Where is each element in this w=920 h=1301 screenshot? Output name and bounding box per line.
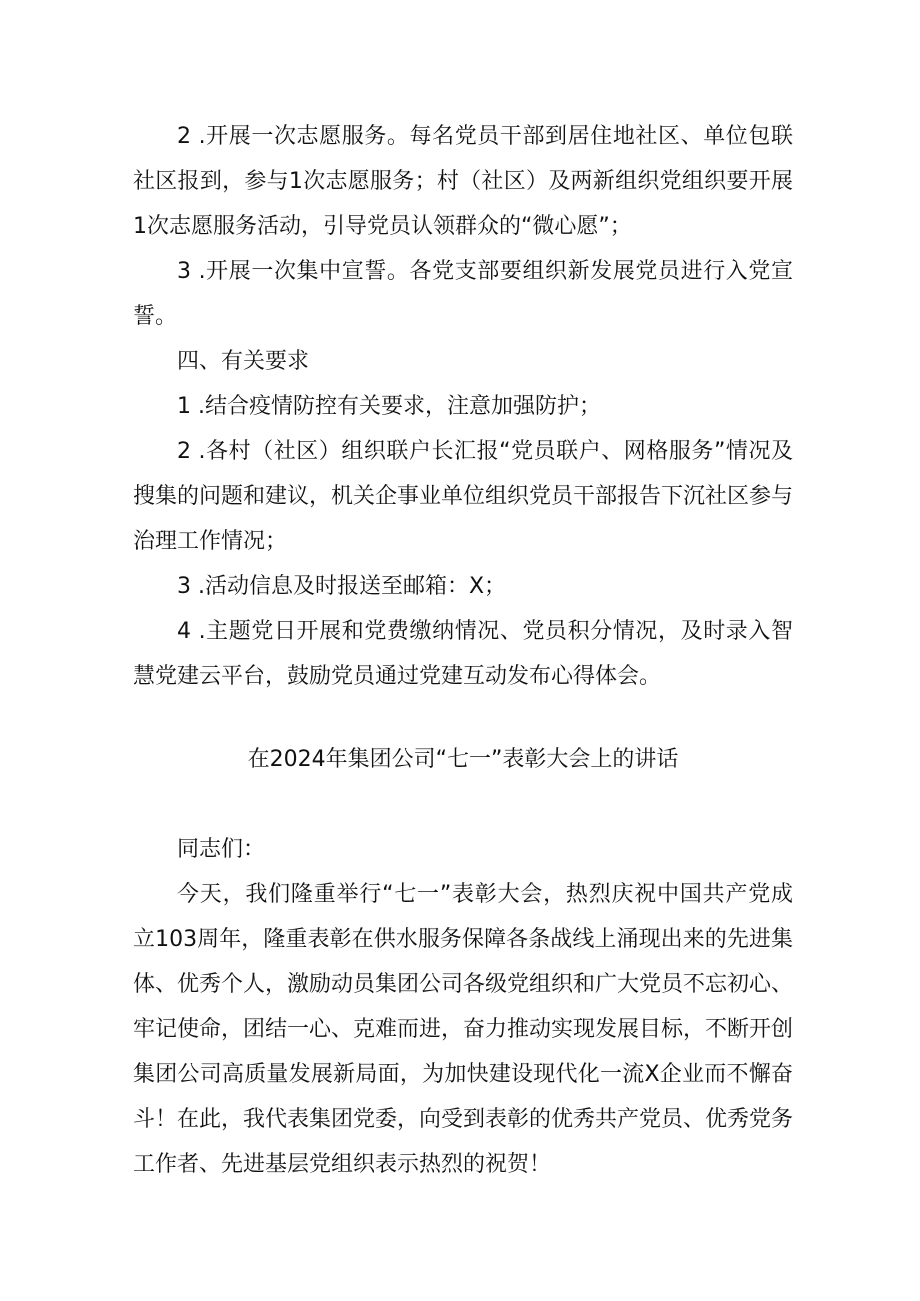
requirement-item-4: 4 .主题党日开展和党费缴纳情况、党员积分情况，及时录入智慧党建云平台，鼓励党员通过党建互动发布心得体会。: [133, 619, 793, 689]
requirements-heading: 四、有关要求: [177, 349, 310, 374]
notice-body: [133, 114, 793, 699]
requirement-item-2: 2 .各村（社区）组织联户长汇报“党员联户、网格服务”情况及搜集的问题和建议，机关企事业单位组织党员干部报告下沉社区参与治理工作情况；: [133, 439, 794, 554]
speech-paragraph: 今天，我们隆重举行“七一”表彰大会，热烈庆祝中国共产党成立103周年，隆重表彰在供水服务保障各条战线上涌现出来的先进集体、优秀个人，激励动员集团公司各级党组织和广大党员不忘初心、牢记使命，团结一心、克难而进，奋力推动实现发展目标，不断开创集团公司高质量发展新局面，为加快建设现代化一流X企业而不懈奋斗！在此，我代表集团党委，向受到表彰的优秀共产党员、优秀党务工作者、先进基层党组织表示热烈的祝贺！: [133, 882, 794, 1177]
activity-item-oath: 3 .开展一次集中宣誓。各党支部要组织新发展党员进行入党宣誓。: [133, 259, 793, 329]
speech-title: 在2024年集团公司“七一”表彰大会上的讲话: [247, 747, 679, 772]
speech-salutation: 同志们：: [177, 837, 266, 862]
requirement-item-1: 1 .结合疫情防控有关要求，注意加强防护；: [177, 394, 601, 419]
activity-item-volunteer: 2 .开展一次志愿服务。每名党员干部到居住地社区、单位包联社区报到，参与1次志愿服务；村（社区）及两新组织党组织要开展1次志愿服务活动，引导党员认领群众的“微心愿”；: [133, 124, 793, 239]
speech-body: [133, 827, 793, 1187]
requirement-item-3: 3 .活动信息及时报送至邮箱：X；: [177, 574, 507, 599]
